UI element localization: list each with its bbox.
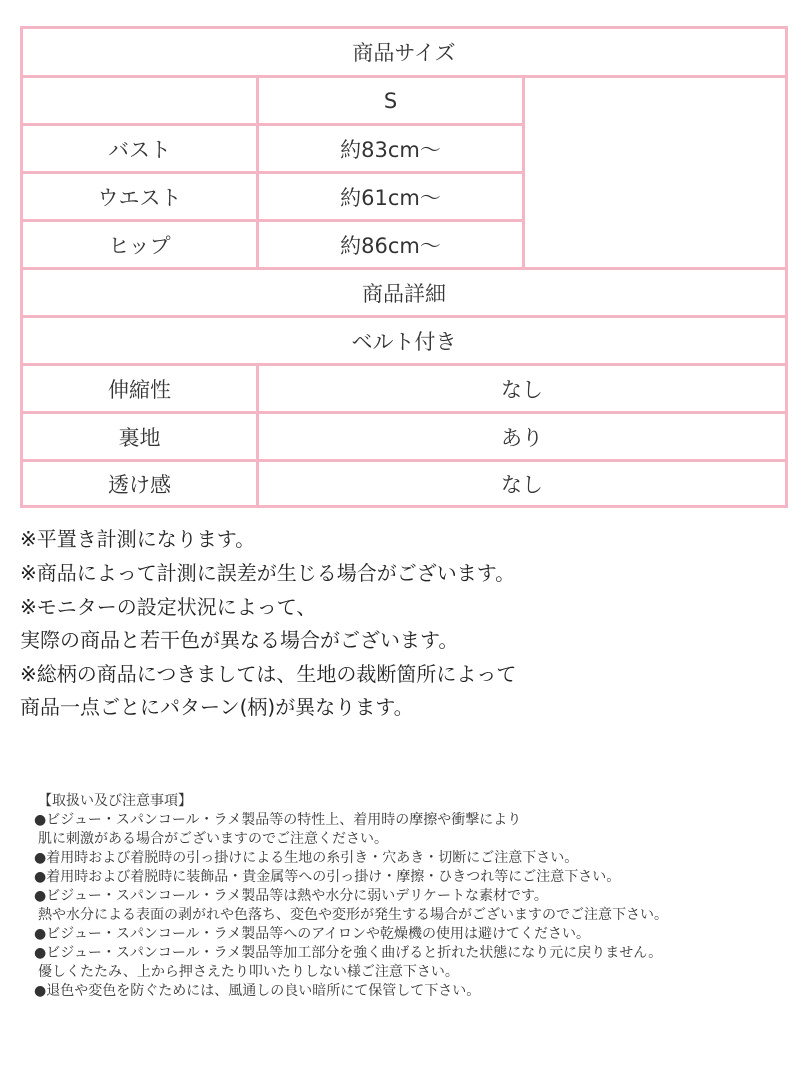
care-line: 熱や水分による表面の剥がれや色落ち、変色や変形が発生する場合がございますのでご注意下さい。 bbox=[38, 907, 668, 923]
care-line: 優しくたたみ、上から押さえたり叩いたりしない様ご注意下さい。 bbox=[38, 964, 459, 980]
care-line: ●ビジュー・スパンコール・ラメ製品等の特性上、着用時の摩擦や衝撃により bbox=[34, 812, 522, 828]
care-line: ●退色や変色を防ぐためには、風通しの良い暗所にて保管して下さい。 bbox=[34, 983, 481, 999]
care-line: ●ビジュー・スパンコール・ラメ製品等は熱や水分に弱いデリケートな素材です。 bbox=[34, 888, 548, 904]
measure-value-bust: 約83cm～ bbox=[340, 137, 441, 162]
note-line: ※モニターの設定状況によって、 bbox=[20, 595, 317, 619]
detail-label-sheerness: 透け感 bbox=[108, 472, 171, 497]
detail-value-sheerness: なし bbox=[501, 472, 543, 497]
detail-value-stretch: なし bbox=[501, 377, 543, 402]
care-line: ●着用時および着脱時に装飾品・貴金属等への引っ掛け・摩擦・ひきつれ等にご注意下さい。 bbox=[34, 869, 621, 885]
detail-label-lining: 裏地 bbox=[118, 425, 161, 450]
product-info-table bbox=[20, 26, 788, 508]
size-label: S bbox=[383, 88, 398, 113]
note-line: ※商品によって計測に誤差が生じる場合がございます。 bbox=[20, 561, 516, 585]
measure-label-hip: ヒップ bbox=[108, 233, 171, 258]
measure-label-waist: ウエスト bbox=[97, 185, 182, 210]
note-line: ※総柄の商品につきましては、生地の裁断箇所によって bbox=[20, 662, 517, 686]
detail-label-stretch: 伸縮性 bbox=[108, 377, 171, 402]
detail-feature: ベルト付き bbox=[351, 329, 457, 354]
col-divider bbox=[522, 75, 525, 270]
care-line: ●着用時および着脱時の引っ掛けによる生地の糸引き・穴あき・切断にご注意下さい。 bbox=[34, 850, 579, 866]
care-line: ●ビジュー・スパンコール・ラメ製品等加工部分を強く曲げると折れた状態になり元に戻りません。 bbox=[34, 945, 663, 961]
detail-value-lining: あり bbox=[501, 425, 543, 450]
note-line: 商品一点ごとにパターン(柄)が異なります。 bbox=[20, 695, 414, 719]
detail-table-header: 商品詳細 bbox=[362, 281, 446, 306]
care-line: 肌に刺激がある場合がございますのでご注意ください。 bbox=[38, 831, 388, 847]
measure-value-waist: 約61cm～ bbox=[340, 185, 441, 210]
measure-label-bust: バスト bbox=[108, 137, 171, 162]
measure-value-hip: 約86cm～ bbox=[340, 233, 441, 258]
care-line: ●ビジュー・スパンコール・ラメ製品等へのアイロンや乾燥機の使用は避けてください。 bbox=[34, 926, 590, 942]
care-title: 【取扱い及び注意事項】 bbox=[38, 793, 192, 809]
size-table-header: 商品サイズ bbox=[352, 41, 456, 65]
note-line: 実際の商品と若干色が異なる場合がございます。 bbox=[20, 628, 459, 652]
note-line: ※平置き計測になります。 bbox=[20, 527, 256, 551]
